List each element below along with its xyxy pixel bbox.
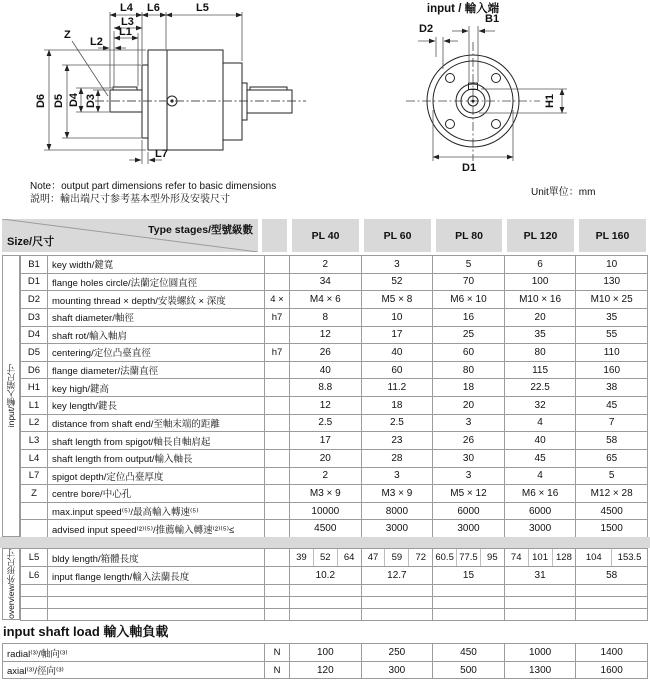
load-value: 300 xyxy=(362,662,434,678)
dimension-value: M6 × 16 xyxy=(505,485,577,502)
dimension-value: 2.5 xyxy=(290,415,362,432)
dimension-row xyxy=(20,344,648,362)
dimension-row xyxy=(20,485,648,503)
dimension-description: bldy length/箱體長度 xyxy=(48,549,265,566)
dimension-value: 4 xyxy=(505,468,577,485)
dimension-value-group xyxy=(290,549,362,566)
dimension-code: L7 xyxy=(20,468,48,485)
load-description: axial⁽³⁾/徑向⁽³⁾ xyxy=(3,662,265,678)
dimension-subvalue: 47 xyxy=(362,549,386,566)
gearbox-front-geometry xyxy=(406,42,540,161)
dimension-modifier xyxy=(265,432,290,449)
dimension-code xyxy=(20,520,48,537)
dimension-value: 35 xyxy=(576,309,648,326)
dimension-value: 5 xyxy=(433,256,505,273)
dimension-code: L1 xyxy=(20,397,48,414)
dimension-value: 20 xyxy=(290,450,362,467)
empty-cell xyxy=(505,597,577,608)
overview-empty-row xyxy=(20,609,648,621)
dimension-code: D1 xyxy=(20,274,48,291)
dimension-value: 65 xyxy=(576,450,648,467)
dimension-value: 22.5 xyxy=(505,379,577,396)
dimension-value: 100 xyxy=(505,274,577,291)
dimension-value: M5 × 8 xyxy=(362,291,434,308)
dimension-code: B1 xyxy=(20,256,48,273)
dimension-value: 10.2 xyxy=(290,567,362,584)
dimension-description: input flange length/輸入法蘭長度 xyxy=(48,567,265,584)
empty-cell xyxy=(265,597,290,608)
dimension-value: 2 xyxy=(290,256,362,273)
dimension-value: 30 xyxy=(433,450,505,467)
dimension-value: 31 xyxy=(505,567,577,584)
dimension-row xyxy=(20,415,648,433)
dimension-subvalue: 101 xyxy=(529,549,553,566)
size-label: Size/尺寸 xyxy=(7,236,55,248)
dimension-description: flange holes circle/法蘭定位圓直徑 xyxy=(48,274,265,291)
dim-L4: L4 xyxy=(120,2,133,14)
group-label-input: input/輸入端尺寸 xyxy=(2,255,20,537)
dim-L6: L6 xyxy=(147,2,160,14)
dimension-value: 28 xyxy=(362,450,434,467)
dimension-modifier xyxy=(265,503,290,520)
dimension-value: 160 xyxy=(576,362,648,379)
dimension-modifier xyxy=(265,450,290,467)
dimensions-table xyxy=(20,255,648,538)
dimension-description: shaft diameter/軸徑 xyxy=(48,309,265,326)
dimension-code: D4 xyxy=(20,327,48,344)
input-shaft-load-title: input shaft load 輸入軸負載 xyxy=(3,624,169,639)
dimension-value: 12 xyxy=(290,327,362,344)
dimension-subvalue: 39 xyxy=(290,549,314,566)
front-view-title: input / 輸入端 xyxy=(426,3,500,15)
dimension-row xyxy=(20,309,648,327)
empty-cell xyxy=(48,597,265,608)
load-value: 1300 xyxy=(505,662,577,678)
dimension-value: 58 xyxy=(576,567,648,584)
dimension-value: 130 xyxy=(576,274,648,291)
dimension-value-group xyxy=(362,549,434,566)
dimension-row xyxy=(20,450,648,468)
dimension-subvalue: 95 xyxy=(487,552,498,563)
section-separator xyxy=(0,537,650,548)
dimension-value: 10000 xyxy=(290,503,362,520)
dimension-description: spigot depth/定位凸臺厚度 xyxy=(48,468,265,485)
dim-L3: L3 xyxy=(121,16,134,28)
dimension-value: 60 xyxy=(362,362,434,379)
dimension-code: L3 xyxy=(20,432,48,449)
dimension-value: 11.2 xyxy=(362,379,434,396)
dimension-modifier xyxy=(265,520,290,537)
dim-D3: D3 xyxy=(85,93,97,109)
dim-L5: L5 xyxy=(196,2,209,14)
dimension-code: D5 xyxy=(20,344,48,361)
dimension-modifier xyxy=(265,362,290,379)
dim-D4: D4 xyxy=(68,92,80,108)
drawing-note-zh: 説明：輸出端尺寸参考基本型外形及安裝尺寸 xyxy=(30,194,230,205)
dimension-row xyxy=(20,503,648,521)
dimension-description: distance from shaft end/至軸末端的距離 xyxy=(48,415,265,432)
dimension-value: 115 xyxy=(505,362,577,379)
dimension-value: 45 xyxy=(576,397,648,414)
dimension-row xyxy=(20,432,648,450)
dim-L7: L7 xyxy=(155,148,168,160)
dimension-row xyxy=(20,291,648,309)
dimension-modifier xyxy=(265,485,290,502)
dimension-value: 20 xyxy=(505,309,577,326)
dimension-value: 1500 xyxy=(576,520,648,537)
dimension-description: centre bore/中心孔 xyxy=(48,485,265,502)
dimension-code: Z xyxy=(20,485,48,502)
front-view-dimensions xyxy=(418,13,567,174)
dimension-value-group xyxy=(576,549,648,566)
dim-D5: D5 xyxy=(53,93,65,109)
empty-cell xyxy=(20,585,48,596)
dimension-row xyxy=(20,327,648,345)
dimension-value: M4 × 6 xyxy=(290,291,362,308)
dimension-description: shaft rot/輸入軸肩 xyxy=(48,327,265,344)
dimension-code: D6 xyxy=(20,362,48,379)
load-value: 1400 xyxy=(600,647,623,658)
dimension-value: 35 xyxy=(505,327,577,344)
load-value: 1000 xyxy=(505,644,577,661)
dimension-value: 40 xyxy=(362,344,434,361)
dimension-value: 12 xyxy=(290,397,362,414)
column-header-pl160: PL 160 xyxy=(579,219,646,252)
dimension-value: 3000 xyxy=(433,520,505,537)
dimension-value: 10 xyxy=(362,309,434,326)
dimension-description: advised input speed⁽²⁾⁽⁵⁾/推薦輸入轉速⁽²⁾⁽⁵⁾≤ xyxy=(48,520,265,537)
drawing-note xyxy=(30,180,276,206)
dimension-row xyxy=(20,397,648,415)
dimension-value: M5 × 12 xyxy=(433,485,505,502)
dimension-subvalue: 59 xyxy=(385,549,409,566)
dimension-value: 80 xyxy=(433,362,505,379)
dimension-value-group xyxy=(505,549,577,566)
dimension-value: 20 xyxy=(433,397,505,414)
overview-row xyxy=(20,549,648,567)
column-header-pl40: PL 40 xyxy=(292,219,359,252)
dimension-value: 40 xyxy=(290,362,362,379)
load-value: 100 xyxy=(290,644,362,661)
type-stages-label: Type stages/型號級數 xyxy=(148,224,253,236)
dimension-value: M10 × 16 xyxy=(505,291,577,308)
dimension-modifier xyxy=(265,397,290,414)
dimension-value: 7 xyxy=(576,415,648,432)
load-unit: N xyxy=(265,644,290,661)
dim-L2: L2 xyxy=(90,36,103,48)
dimension-value: 2 xyxy=(290,468,362,485)
modifier-column-header xyxy=(262,219,287,252)
load-value: 1600 xyxy=(600,664,623,676)
dimension-code: H1 xyxy=(20,379,48,396)
dimension-modifier xyxy=(265,379,290,396)
dimension-value: 10 xyxy=(576,256,648,273)
dimension-value: 4 xyxy=(505,415,577,432)
load-row xyxy=(3,661,647,678)
table-corner-cell xyxy=(2,219,258,252)
dimension-code xyxy=(20,503,48,520)
dimension-value: 8000 xyxy=(362,503,434,520)
empty-cell xyxy=(48,585,265,596)
dimension-value: 15 xyxy=(433,567,505,584)
dim-B1: B1 xyxy=(485,13,500,25)
unit-label: Unit單位：mm xyxy=(531,187,596,198)
dimension-subvalue: 72 xyxy=(415,552,427,563)
dimension-value: 18 xyxy=(433,379,505,396)
dimension-row xyxy=(20,362,648,380)
dimension-value: 17 xyxy=(362,327,434,344)
dimension-value: 80 xyxy=(505,344,577,361)
dimension-code: L2 xyxy=(20,415,48,432)
dimension-modifier xyxy=(265,468,290,485)
side-view-dimensions xyxy=(35,2,242,164)
load-value: 450 xyxy=(433,644,505,661)
dimension-value: 34 xyxy=(290,274,362,291)
dimension-modifier xyxy=(265,274,290,291)
dimension-description: mounting thread × depth/安裝螺紋 × 深度 xyxy=(48,291,265,308)
dimension-row xyxy=(20,468,648,486)
empty-cell xyxy=(505,609,577,620)
dimension-value: 26 xyxy=(433,432,505,449)
column-header-pl60: PL 60 xyxy=(364,219,431,252)
dimension-value: 2.5 xyxy=(362,415,434,432)
dimension-code: L6 xyxy=(20,567,48,584)
dimension-value: 32 xyxy=(505,397,577,414)
dimension-modifier xyxy=(265,327,290,344)
dimension-value: 4500 xyxy=(576,503,648,520)
dimension-description: key width/鍵寬 xyxy=(48,256,265,273)
dimension-value: 6 xyxy=(505,256,577,273)
dimension-description: shaft length from output/輸入軸長 xyxy=(48,450,265,467)
front-view-drawing xyxy=(340,0,650,215)
empty-cell xyxy=(576,609,648,620)
empty-cell xyxy=(505,585,577,596)
dimension-value: 3 xyxy=(433,415,505,432)
empty-cell xyxy=(290,609,362,620)
dimension-subvalue: 153.5 xyxy=(617,552,642,563)
load-unit: N xyxy=(265,662,290,678)
dimension-subvalue: 64 xyxy=(343,552,355,563)
dimension-code: D2 xyxy=(20,291,48,308)
dimension-modifier xyxy=(265,415,290,432)
dimension-value: 23 xyxy=(362,432,434,449)
empty-cell xyxy=(362,585,434,596)
dimension-value: 3000 xyxy=(362,520,434,537)
column-header-pl80: PL 80 xyxy=(436,219,502,252)
dimension-subvalue: 60.5 xyxy=(433,549,457,566)
dimension-value: 17 xyxy=(290,432,362,449)
dimension-row xyxy=(20,256,648,274)
dimension-value: 5 xyxy=(576,468,648,485)
column-header-pl120: PL 120 xyxy=(507,219,574,252)
empty-cell xyxy=(576,597,648,608)
dim-H1: H1 xyxy=(544,93,556,109)
overview-empty-row xyxy=(20,597,648,609)
dimension-value: M3 × 9 xyxy=(290,485,362,502)
dimension-subvalue: 77.5 xyxy=(457,549,481,566)
dimension-subvalue: 104 xyxy=(576,549,612,566)
load-value: 120 xyxy=(290,662,362,678)
dimension-modifier xyxy=(265,567,290,584)
dimension-row xyxy=(20,379,648,397)
dimension-value: 55 xyxy=(576,327,648,344)
dimension-description: key high/鍵高 xyxy=(48,379,265,396)
empty-cell xyxy=(265,609,290,620)
dimension-value: 3 xyxy=(362,468,434,485)
input-shaft-load-table xyxy=(2,643,648,679)
dimension-value: 3 xyxy=(433,468,505,485)
overview-empty-row xyxy=(20,585,648,597)
dim-Z: Z xyxy=(64,29,71,41)
dimension-subvalue: 52 xyxy=(314,549,338,566)
dimension-value: 26 xyxy=(290,344,362,361)
dimension-value: 6000 xyxy=(505,503,577,520)
dimension-value: M6 × 10 xyxy=(433,291,505,308)
empty-cell xyxy=(265,585,290,596)
empty-cell xyxy=(290,597,362,608)
dimension-description: flange diameter/法蘭直徑 xyxy=(48,362,265,379)
dimension-value: 60 xyxy=(433,344,505,361)
dimension-value: 6000 xyxy=(433,503,505,520)
load-description: radial⁽³⁾/軸向⁽³⁾ xyxy=(3,644,265,661)
dimension-value: 12.7 xyxy=(362,567,434,584)
empty-cell xyxy=(433,609,505,620)
overview-table xyxy=(20,548,648,621)
load-row xyxy=(3,644,647,661)
drawing-note-en: Note：output part dimensions refer to basic dimensions xyxy=(30,181,277,192)
dimension-subvalue: 128 xyxy=(556,552,572,563)
dimension-value-group xyxy=(433,549,505,566)
empty-cell xyxy=(362,597,434,608)
dimension-code: L4 xyxy=(20,450,48,467)
dimension-value: 16 xyxy=(433,309,505,326)
empty-cell xyxy=(48,609,265,620)
dimension-code: L5 xyxy=(20,549,48,566)
dimension-modifier: h7 xyxy=(265,309,290,326)
dimension-modifier xyxy=(265,549,290,566)
dim-D1: D1 xyxy=(462,162,477,174)
empty-cell xyxy=(433,597,505,608)
dimension-row xyxy=(20,520,648,538)
empty-cell xyxy=(433,585,505,596)
dimension-row xyxy=(20,274,648,292)
dimension-value: M10 × 25 xyxy=(576,291,648,308)
dimension-value: 58 xyxy=(576,432,648,449)
dimension-description: max.input speed⁽⁵⁾/最高輸入轉速⁽⁵⁾ xyxy=(48,503,265,520)
dimension-value: 45 xyxy=(505,450,577,467)
dim-D2: D2 xyxy=(419,23,434,35)
dimension-description: shaft length from spigot/軸長自軸肩起 xyxy=(48,432,265,449)
dim-L1: L1 xyxy=(119,26,132,38)
overview-row xyxy=(20,567,648,585)
load-value: 500 xyxy=(433,662,505,678)
empty-cell xyxy=(20,609,48,620)
dimension-value: 18 xyxy=(362,397,434,414)
dimension-value: 8.8 xyxy=(290,379,362,396)
dimension-code: D3 xyxy=(20,309,48,326)
dimension-description: centering/定位凸臺直徑 xyxy=(48,344,265,361)
dimension-modifier: 4 × xyxy=(265,291,290,308)
dimension-value: M3 × 9 xyxy=(362,485,434,502)
dimension-value: 3 xyxy=(362,256,434,273)
empty-cell xyxy=(290,585,362,596)
dimension-value: 25 xyxy=(433,327,505,344)
dimension-description: key length/鍵長 xyxy=(48,397,265,414)
dimension-value: 40 xyxy=(505,432,577,449)
dimension-value: 38 xyxy=(576,379,648,396)
group-label-overview: overview/外形尺寸 xyxy=(2,548,20,620)
dimension-value: 70 xyxy=(433,274,505,291)
dimension-value: 4500 xyxy=(290,520,362,537)
dim-D6: D6 xyxy=(35,93,47,109)
empty-cell xyxy=(576,585,648,596)
dimension-subvalue: 74 xyxy=(505,549,529,566)
dimension-modifier xyxy=(265,256,290,273)
dimension-value: 110 xyxy=(576,344,648,361)
empty-cell xyxy=(362,609,434,620)
dimension-value: M12 × 28 xyxy=(576,485,648,502)
load-value: 250 xyxy=(362,644,434,661)
dimension-value: 8 xyxy=(290,309,362,326)
dimension-value: 52 xyxy=(362,274,434,291)
dimension-modifier: h7 xyxy=(265,344,290,361)
dimension-value: 3000 xyxy=(505,520,577,537)
empty-cell xyxy=(20,597,48,608)
